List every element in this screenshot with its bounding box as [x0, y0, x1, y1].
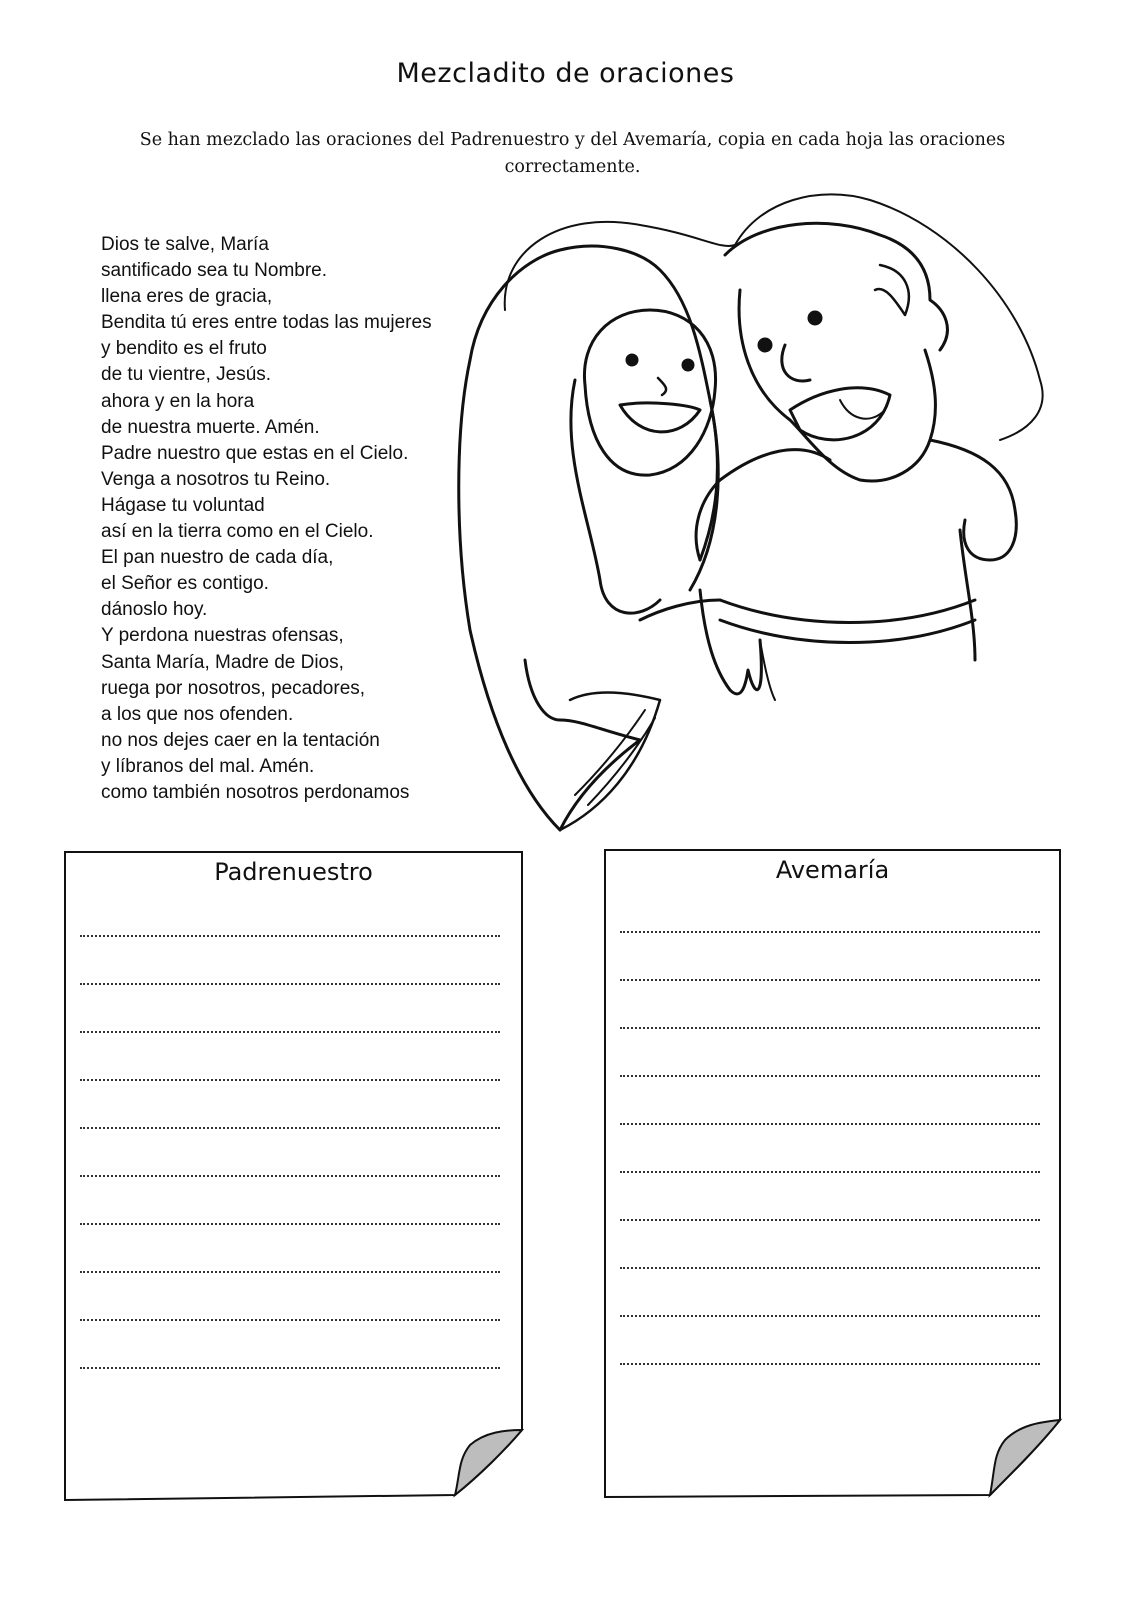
writing-line[interactable]	[620, 1123, 1040, 1125]
writing-line[interactable]	[80, 1223, 500, 1225]
avemaria-sheet	[605, 850, 1060, 1497]
prayer-line: de nuestra muerte. Amén.	[101, 416, 320, 438]
prayer-line: santificado sea tu Nombre.	[101, 260, 328, 282]
prayer-line: y bendito es el fruto	[101, 338, 267, 360]
writing-line[interactable]	[80, 1031, 500, 1033]
writing-line[interactable]	[80, 935, 500, 937]
prayer-line: dánoslo hoy.	[101, 599, 208, 621]
prayer-line: como también nosotros perdonamos	[101, 781, 410, 803]
writing-line[interactable]	[620, 1363, 1040, 1365]
prayer-line: Dios te salve, María	[101, 234, 269, 255]
prayer-line: ruega por nosotros, pecadores,	[101, 677, 366, 699]
prayer-line: a los que nos ofenden.	[101, 703, 294, 725]
writing-line[interactable]	[80, 1079, 500, 1081]
padrenuestro-title: Padrenuestro	[214, 858, 373, 886]
prayer-line: el Señor es contigo.	[101, 573, 269, 595]
writing-line[interactable]	[620, 931, 1040, 933]
prayer-line: no nos dejes caer en la tentación	[101, 729, 380, 751]
writing-line[interactable]	[620, 1315, 1040, 1317]
prayer-line: Venga a nosotros tu Reino.	[101, 468, 331, 490]
writing-line[interactable]	[80, 983, 500, 985]
writing-line[interactable]	[620, 1075, 1040, 1077]
writing-line[interactable]	[80, 1367, 500, 1369]
prayer-line: así en la tierra como en el Cielo.	[101, 521, 374, 543]
avemaria-title: Avemaría	[775, 856, 890, 884]
writing-line[interactable]	[80, 1175, 500, 1177]
writing-line[interactable]	[620, 979, 1040, 981]
prayer-line: Hágase tu voluntad	[101, 494, 265, 516]
writing-line[interactable]	[620, 1027, 1040, 1029]
prayer-line: Santa María, Madre de Dios,	[101, 651, 344, 673]
prayer-line: Padre nuestro que estas en el Cielo.	[101, 442, 409, 464]
writing-line[interactable]	[620, 1171, 1040, 1173]
prayer-line: El pan nuestro de cada día,	[101, 547, 334, 569]
prayer-line: Y perdona nuestras ofensas,	[101, 625, 344, 647]
writing-line[interactable]	[80, 1319, 500, 1321]
page-title: Mezcladito de oraciones	[396, 58, 735, 89]
writing-line[interactable]	[80, 1127, 500, 1129]
writing-line[interactable]	[80, 1271, 500, 1273]
prayer-line: de tu vientre, Jesús.	[101, 364, 272, 386]
prayer-line: y líbranos del mal. Amén.	[101, 755, 315, 777]
prayer-line: ahora y en la hora	[101, 390, 255, 412]
instructions: Se han mezclado las oraciones del Padrenuestro y del Avemaría, copia en cada hoja las oraciones correctamente.	[139, 130, 1006, 177]
prayer-line: llena eres de gracia,	[101, 286, 273, 308]
prayer-line: Bendita tú eres entre todas las mujeres	[101, 312, 432, 334]
writing-line[interactable]	[620, 1219, 1040, 1221]
writing-line[interactable]	[620, 1267, 1040, 1269]
